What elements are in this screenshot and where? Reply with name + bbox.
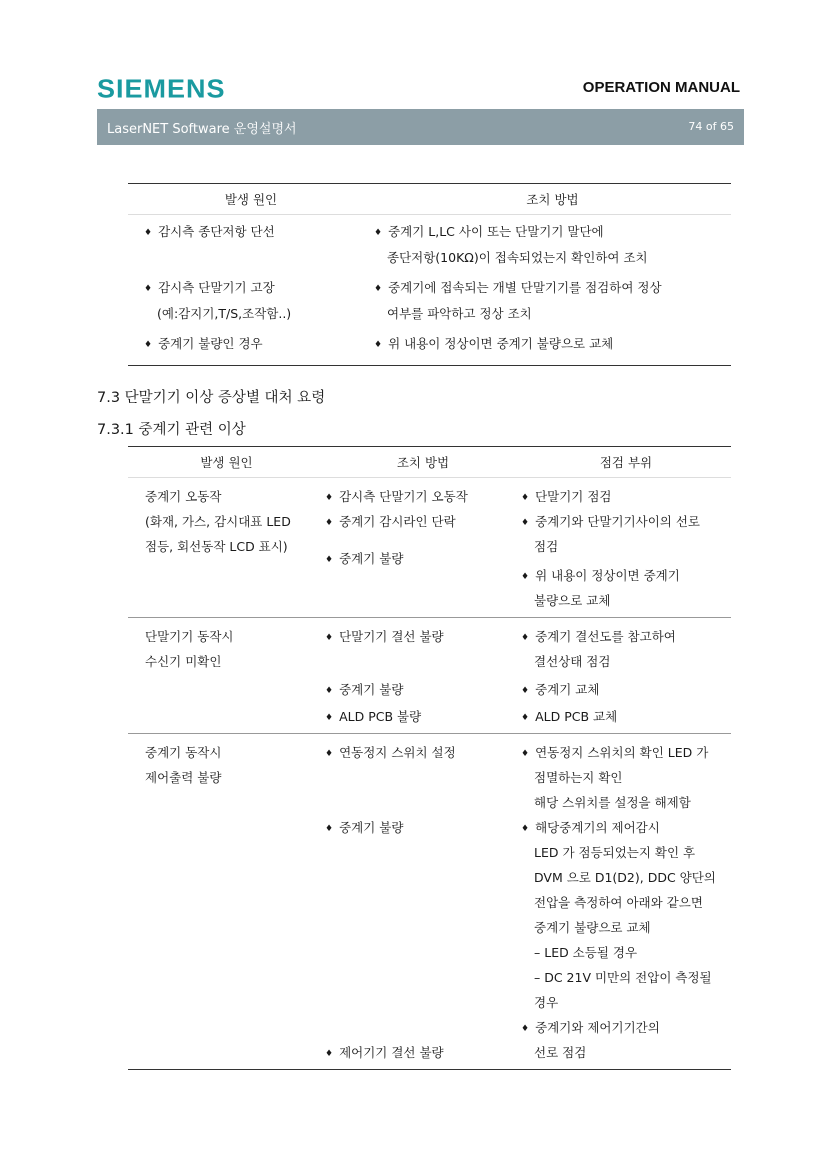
action-text: ♦ 중계기 감시라인 단락 xyxy=(325,509,521,534)
section-heading: 7.3 단말기기 이상 증상별 대처 요령 xyxy=(97,390,326,406)
cause-text: ♦ 감시측 종단저항 단선 xyxy=(144,219,374,245)
page-number: 74 of 65 xyxy=(688,120,734,133)
cause-text: ♦ 중계기 불량인 경우 xyxy=(144,331,374,357)
check-text: ♦ 위 내용이 정상이면 중계기 xyxy=(521,563,731,588)
action-text: ♦ 중계기 불량 xyxy=(325,677,521,702)
action-text: ♦ 단말기기 결선 불량 xyxy=(325,624,521,649)
table-row xyxy=(128,734,731,1070)
check-text: DVM 으로 D1(D2), DDC 양단의 xyxy=(534,870,716,885)
cause-text: 중계기 오동작 xyxy=(145,489,222,504)
check-text: 해당 스위치를 설정을 해제함 xyxy=(534,795,691,810)
cause-text: 점등, 회선동작 LCD 표시) xyxy=(145,539,288,554)
header-band xyxy=(97,109,744,145)
check-text: 결선상태 점검 xyxy=(534,654,611,669)
table1-header-cause: 발생 원인 xyxy=(128,184,374,215)
check-text: 불량으로 교체 xyxy=(534,593,611,608)
check-text: – DC 21V 미만의 전압이 측정될 xyxy=(534,970,712,985)
check-text: 점멸하는지 확인 xyxy=(534,770,623,785)
action-text: ♦ 제어기기 결선 불량 xyxy=(325,1040,521,1065)
check-text: ♦ 단말기기 점검 xyxy=(521,484,731,509)
cause-text: 중계기 동작시 xyxy=(145,745,222,760)
subsection-heading: 7.3.1 중계기 관련 이상 xyxy=(97,422,246,438)
cause-text: (예:감지기,T/S,조작함..) xyxy=(157,306,292,321)
siemens-logo: SIEMENS xyxy=(97,74,226,104)
manual-title: OPERATION MANUAL xyxy=(582,79,740,96)
cause-text: ♦ 감시측 단말기기 고장 xyxy=(144,275,374,301)
check-text: 점검 xyxy=(534,539,559,554)
check-text: ♦ 중계기와 단말기기사이의 선로 xyxy=(521,509,731,534)
relay-trouble-table xyxy=(128,446,731,1070)
table1-header-action: 조치 방법 xyxy=(374,184,731,215)
check-text: ♦ 중계기 교체 xyxy=(521,677,731,702)
check-text: 중계기 불량으로 교체 xyxy=(534,920,651,935)
check-text: ♦ 중계기와 제어기기간의 xyxy=(521,1015,731,1040)
table2-header-check: 점검 부위 xyxy=(521,447,731,478)
action-text: ♦ 중계기에 접속되는 개별 단말기기를 점검하여 정상 xyxy=(374,275,731,301)
cause-action-table xyxy=(128,183,731,366)
table-row xyxy=(128,215,731,272)
table2-header-action: 조치 방법 xyxy=(325,447,521,478)
table-row xyxy=(128,327,731,366)
cause-text: 단말기기 동작시 xyxy=(145,629,234,644)
table2-header-cause: 발생 원인 xyxy=(128,447,325,478)
check-text: ♦ 중계기 결선도를 참고하여 xyxy=(521,624,731,649)
table-row xyxy=(128,271,731,327)
action-text: 여부를 파악하고 정상 조치 xyxy=(387,306,532,321)
check-text: – LED 소등될 경우 xyxy=(534,945,638,960)
doc-title: LaserNET Software 운영설명서 xyxy=(107,122,297,137)
table-row xyxy=(128,618,731,734)
action-text: ♦ 감시측 단말기기 오동작 xyxy=(325,484,521,509)
action-text: ♦ ALD PCB 불량 xyxy=(325,704,521,729)
check-text: 경우 xyxy=(534,995,559,1010)
cause-text: 제어출력 불량 xyxy=(145,770,222,785)
table-row xyxy=(128,478,731,618)
action-text: ♦ 중계기 불량 xyxy=(325,546,521,571)
action-text: ♦ 중계기 불량 xyxy=(325,815,521,840)
check-text: 선로 점검 xyxy=(534,1045,587,1060)
cause-text: (화재, 가스, 감시대표 LED xyxy=(145,514,291,529)
check-text: 전압을 측정하여 아래와 같으면 xyxy=(534,895,703,910)
check-text: ♦ ALD PCB 교체 xyxy=(521,704,731,729)
action-text: ♦ 중계기 L,LC 사이 또는 단말기기 말단에 xyxy=(374,219,731,245)
check-text: ♦ 연동정지 스위치의 확인 LED 가 xyxy=(521,740,731,765)
action-text: ♦ 위 내용이 정상이면 중계기 불량으로 교체 xyxy=(374,331,731,357)
action-text: ♦ 연동정지 스위치 설정 xyxy=(325,740,521,765)
check-text: ♦ 해당중계기의 제어감시 xyxy=(521,815,731,840)
check-text: LED 가 점등되었는지 확인 후 xyxy=(534,845,696,860)
action-text: 종단저항(10KΩ)이 접속되었는지 확인하여 조치 xyxy=(387,250,648,265)
cause-text: 수신기 미확인 xyxy=(145,654,222,669)
